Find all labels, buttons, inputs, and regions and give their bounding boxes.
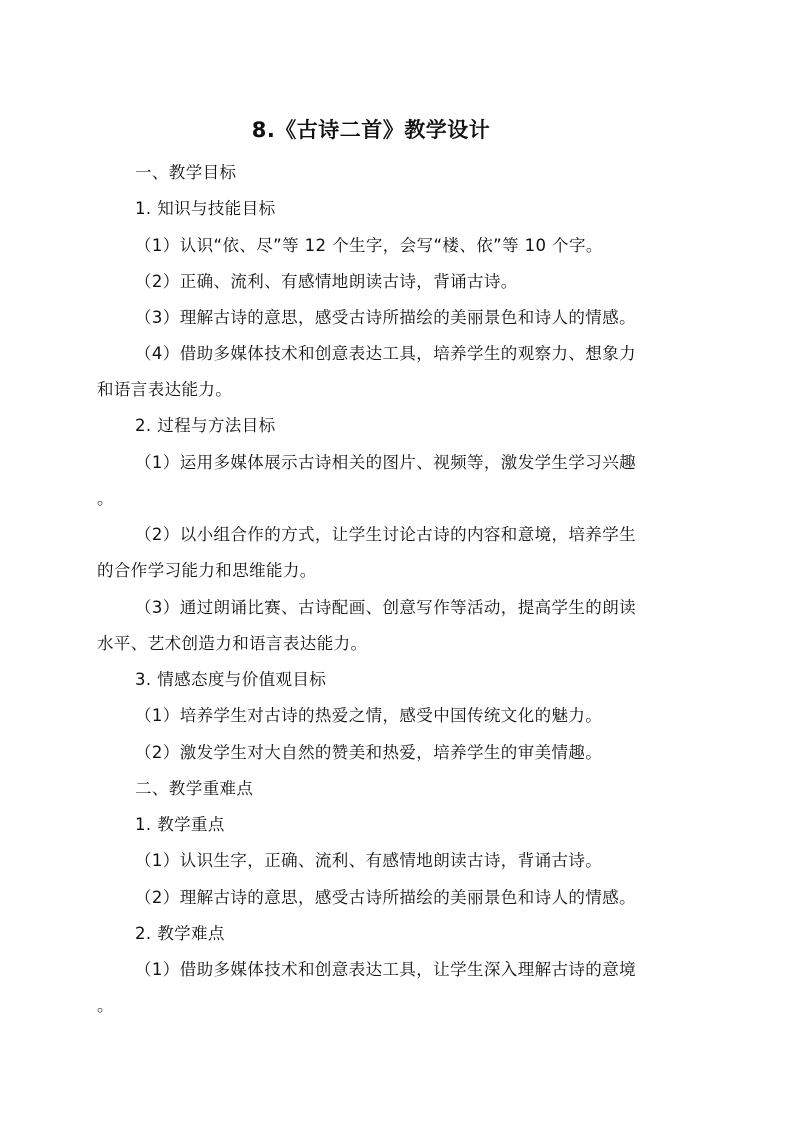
list-item-continuation: 和语言表达能力。 [97, 380, 233, 399]
subsection-heading: 2. 过程与方法目标 [135, 416, 276, 435]
list-item: （1）借助多媒体技术和创意表达工具，让学生深入理解古诗的意境 [135, 960, 636, 979]
subsection-heading: 1. 知识与技能目标 [135, 199, 276, 218]
list-item-continuation: 。 [97, 489, 114, 508]
document-title: 8.《古诗二首》教学设计 [251, 118, 491, 142]
section-heading: 一、教学目标 [135, 163, 237, 182]
list-item-continuation: 的合作学习能力和思维能力。 [97, 561, 317, 580]
list-item: （2）正确、流利、有感情地朗读古诗，背诵古诗。 [135, 272, 518, 291]
list-item: （4）借助多媒体技术和创意表达工具，培养学生的观察力、想象力 [135, 344, 636, 363]
subsection-heading: 1. 教学重点 [135, 815, 225, 834]
section-heading: 二、教学重难点 [135, 779, 254, 798]
list-item: （3）通过朗诵比赛、古诗配画、创意写作等活动，提高学生的朗读 [135, 598, 636, 617]
list-item: （1）认识生字，正确、流利、有感情地朗读古诗，背诵古诗。 [135, 851, 603, 870]
list-item: （1）认识“依、尽”等 12 个生字，会写“楼、依”等 10 个字。 [135, 236, 603, 255]
subsection-heading: 3. 情感态度与价值观目标 [135, 670, 327, 689]
list-item: （2）理解古诗的意思，感受古诗所描绘的美丽景色和诗人的情感。 [135, 888, 636, 907]
subsection-heading: 2. 教学难点 [135, 924, 225, 943]
list-item-continuation: 水平、艺术创造力和语言表达能力。 [97, 634, 368, 653]
list-item-continuation: 。 [97, 996, 114, 1015]
list-item: （2）以小组合作的方式，让学生讨论古诗的内容和意境，培养学生 [135, 525, 636, 544]
list-item: （1）运用多媒体展示古诗相关的图片、视频等，激发学生学习兴趣 [135, 453, 636, 472]
list-item: （3）理解古诗的意思，感受古诗所描绘的美丽景色和诗人的情感。 [135, 308, 636, 327]
list-item: （2）激发学生对大自然的赞美和热爱，培养学生的审美情趣。 [135, 743, 603, 762]
list-item: （1）培养学生对古诗的热爱之情，感受中国传统文化的魅力。 [135, 706, 603, 725]
